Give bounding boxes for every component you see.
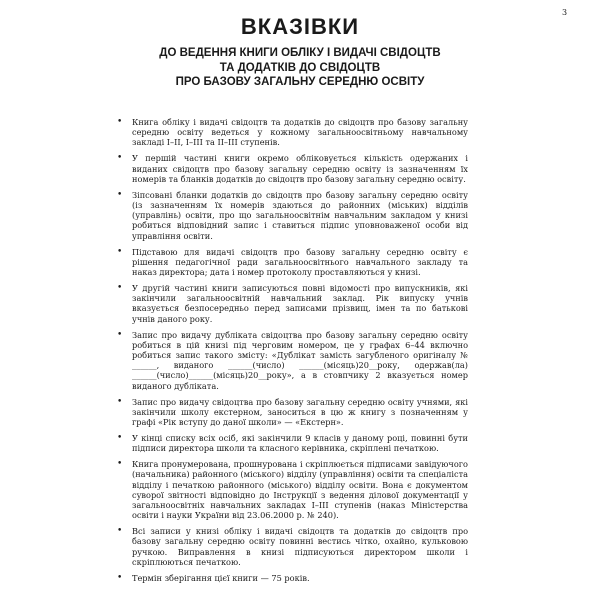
list-item-text: Книга пронумерована, прошнурована і скріплюється підписами завідуючого (начальника) районного (міського) відділу (управління) освіти та спеціаліста відділу і печаткою районного (міського) відділу освіти. Вона є документом суворої звітності відповідно до Інструкції з ведення ділової документації у загальноосвітніх навчальних закладах I–III ступенів (наказ Міністерства освіти і науки України від 23.06.2000 р. № 240).	[132, 459, 468, 521]
list-item	[117, 117, 468, 148]
list-item-text: Книга обліку і видачі свідоцтв та додатків до свідоцтв про базову загальну середню освіту ведеться у кожному загальноосвітньому навчальному закладі I–II, I–III та II–III ступенів.	[132, 117, 468, 148]
bullet-icon: •	[117, 572, 123, 583]
list-item-text: Запис про видачу дубліката свідоцтва про базову загальну середню освіту робиться в цій книзі під черговим номером, це у графах 6–44 включно робиться запис такого змісту: «Дублікат замість загубленого оригіналу № ______, виданого ______(число) ______(місяць)20__року, одержав(ла) ______(число)______(місяць)20__року», а в стовпчику 2 вказується номер виданого дубліката.	[132, 329, 468, 391]
list-item	[117, 433, 468, 454]
list-item-text: Зіпсовані бланки додатків до свідоцтв про базову загальну середню освіту (із зазначенням їх номерів здаються до районних (міських) відділів (управлінь) освіти, про що загальноосвітнім навчальним закладом у книзі робиться відповідний запис і ставиться підпис уповноваженої особи від управління освіти.	[132, 189, 468, 241]
page-subtitle	[100, 46, 500, 90]
list-item	[117, 246, 468, 278]
bullet-icon: •	[117, 189, 123, 200]
bullet-icon: •	[117, 117, 123, 127]
list-item-text: У першій частині книги окремо обліковується кількість одержаних і виданих свідоцтв про базову загальну середню освіту із зазначенням їх номерів та бланків додатків до свідоцтв про базову загальну середню освіту.	[132, 153, 468, 184]
subtitle-line: ПРО БАЗОВУ ЗАГАЛЬНУ СЕРЕДНЮ ОСВІТУ	[175, 76, 425, 88]
bullet-icon: •	[117, 246, 123, 257]
bullet-icon: •	[117, 433, 123, 444]
page-number: 3	[562, 8, 568, 17]
bullet-icon: •	[117, 329, 123, 340]
page-title: ВКАЗІВКИ	[240, 14, 360, 39]
bullet-icon: •	[117, 153, 123, 164]
list-item-text: Термін зберігання цієї книги — 75 років.	[132, 572, 310, 583]
list-item	[117, 526, 468, 567]
bullet-icon: •	[117, 459, 123, 470]
list-item-text: Підставою для видачі свідоцтв про базову загальну середню освіту є рішення педагогічної ради загальноосвітнього навчального закладу та наказ директора; дата і номер протоколу проставляються у книзі.	[132, 246, 468, 278]
subtitle-line: ТА ДОДАТКІВ ДО СВІДОЦТВ	[219, 61, 381, 74]
bullet-icon: •	[117, 283, 123, 294]
list-item-text: У кінці списку всіх осіб, які закінчили 9 класів у даному році, повинні бути підписи директора школи та класного керівника, скріплені печаткою.	[132, 433, 468, 454]
list-item	[117, 329, 468, 391]
list-item	[117, 153, 468, 184]
bullet-icon: •	[117, 526, 123, 537]
list-item	[117, 459, 468, 521]
list-item	[117, 572, 468, 583]
list-item-text: У другій частині книги записуються повні відомості про випускників, які закінчили загальноосвітній навчальний заклад. Рік випуску учнів вказується безпосередньо перед записами прізвищ, імен та по батькові учнів даного року.	[132, 283, 468, 324]
bullet-icon: •	[117, 396, 123, 407]
list-item	[117, 189, 468, 241]
list-item	[117, 396, 468, 428]
list-item-text: Запис про видачу свідоцтва про базову загальну середню освіту учнями, які закінчили школу екстерном, заноситься в цю ж книгу з позначенням у графі «Рік вступу до даної школи» — «Екстерн».	[132, 396, 468, 428]
instructions-list	[117, 117, 468, 589]
subtitle-line: ДО ВЕДЕННЯ КНИГИ ОБЛІКУ І ВИДАЧІ СВІДОЦТВ	[159, 47, 441, 59]
list-item	[117, 283, 468, 324]
list-item-text: Всі записи у книзі обліку і видачі свідоцтв та додатків до свідоцтв про базову загальну середню освіту повинні вестись чітко, охайно, кульковою ручкою. Виправлення в книзі підписуються директором школи і скріплюються печаткою.	[132, 526, 468, 567]
